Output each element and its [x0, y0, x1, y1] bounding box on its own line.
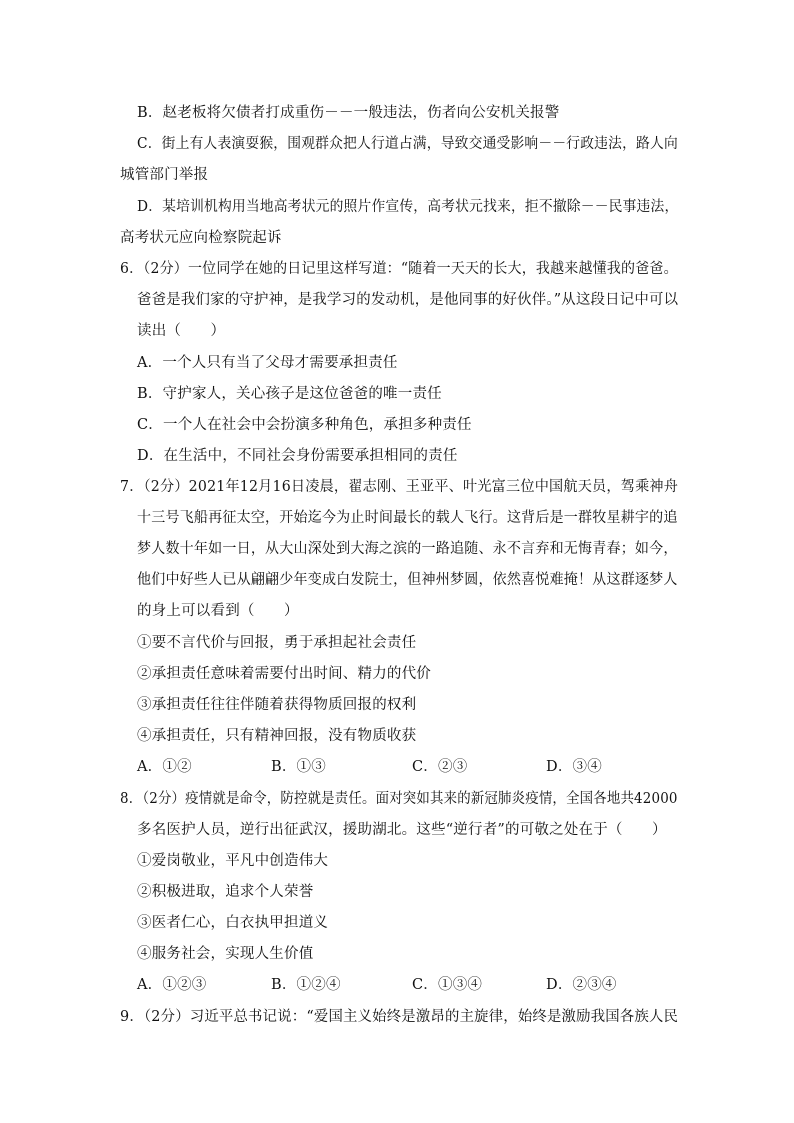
q8-item-1: ①爱岗敬业，平凡中创造伟大 [137, 853, 329, 869]
q6-option-c: C．一个人在社会中会扮演多种角色，承担多种责任 [137, 417, 472, 433]
q9-stem: 9．（2分）习近平总书记说：“爱国主义始终是激昂的主旋律，始终是激励我国各族人民 [120, 1009, 679, 1025]
q7-stem-line-5: 的身上可以看到（ ） [137, 603, 299, 619]
q8-item-2: ②积极进取，追求个人荣誉 [137, 884, 314, 900]
q7-item-2: ②承担责任意味着需要付出时间、精力的代价 [137, 666, 431, 682]
q5-option-d: D．某培训机构用当地高考状元的照片作宣传，高考状元找来，拒不撤除－－民事违法， [137, 199, 679, 215]
q5-option-c-continued: 城管部门举报 [120, 167, 209, 183]
q8-item-3: ③医者仁心，白衣执甲担道义 [137, 915, 329, 931]
q7-option-d: D．③④ [546, 759, 602, 775]
q6-stem: 6．（2分）一位同学在她的日记里这样写道：“随着一天天的长大，我越来越懂我的爸爸。 [120, 261, 678, 277]
q5-option-b: B．赵老板将欠债者打成重伤－－一般违法，伤者向公安机关报警 [137, 105, 560, 121]
q7-item-4: ④承担责任，只有精神回报，没有物质收获 [137, 728, 417, 744]
q7-option-b: B．①③ [271, 759, 326, 775]
q8-option-c: C．①③④ [412, 977, 483, 993]
q7-stem-line-2: 十三号飞船再征太空，开始迄今为止时间最长的载人飞行。这背后是一群牧星耕宇的追 [137, 510, 678, 526]
q5-option-c: C．街上有人表演耍猴，围观群众把人行道占满，导致交通受影响－－行政违法，路人向 [137, 136, 678, 152]
q7-item-1: ①要不言代价与回报，勇于承担起社会责任 [137, 635, 417, 651]
q7-item-3: ③承担责任往往伴随着获得物质回报的权利 [137, 697, 417, 713]
q8-item-4: ④服务社会，实现人生价值 [137, 946, 314, 962]
q5-option-d-continued: 高考状元应向检察院起诉 [120, 230, 282, 246]
q8-option-d: D．②③④ [546, 977, 617, 993]
q8-option-b: B．①②④ [271, 977, 341, 993]
q6-option-a: A．一个人只有当了父母才需要承担责任 [137, 355, 398, 371]
q7-stem: 7．（2分）2021年12月16日凌晨，翟志刚、王亚平、叶光富三位中国航天员，驾乘神舟 [120, 479, 679, 495]
q7-option-a: A．①② [137, 759, 192, 775]
q7-stem-line-4: 他们中好些人已从翩翩少年变成白发院士，但神州梦圆，依然喜悦难掩！从这群逐梦人 [137, 572, 678, 588]
q7-stem-line-3: 梦人数十年如一日，从大山深处到大海之滨的一路追随、永不言弃和无悔青春；如今， [137, 541, 678, 557]
q6-stem-line-2: 爸爸是我们家的守护神，是我学习的发动机，是他同事的好伙伴。”从这段日记中可以 [137, 292, 679, 308]
q8-stem: 8．（2分）疫情就是命令，防控就是责任。面对突如其来的新冠肺炎疫情，全国各地共42000 [120, 791, 678, 807]
q8-stem-line-2: 多名医护人员，逆行出征武汉，援助湖北。这些“逆行者”的可敬之处在于（ ） [137, 822, 667, 838]
q6-option-d: D．在生活中，不同社会身份需要承担相同的责任 [137, 448, 458, 464]
q8-option-a: A．①②③ [137, 977, 207, 993]
q6-option-b: B．守护家人，关心孩子是这位爸爸的唯一责任 [137, 386, 442, 402]
q7-option-c: C．②③ [412, 759, 468, 775]
q6-stem-line-3: 读出（ ） [137, 323, 226, 339]
